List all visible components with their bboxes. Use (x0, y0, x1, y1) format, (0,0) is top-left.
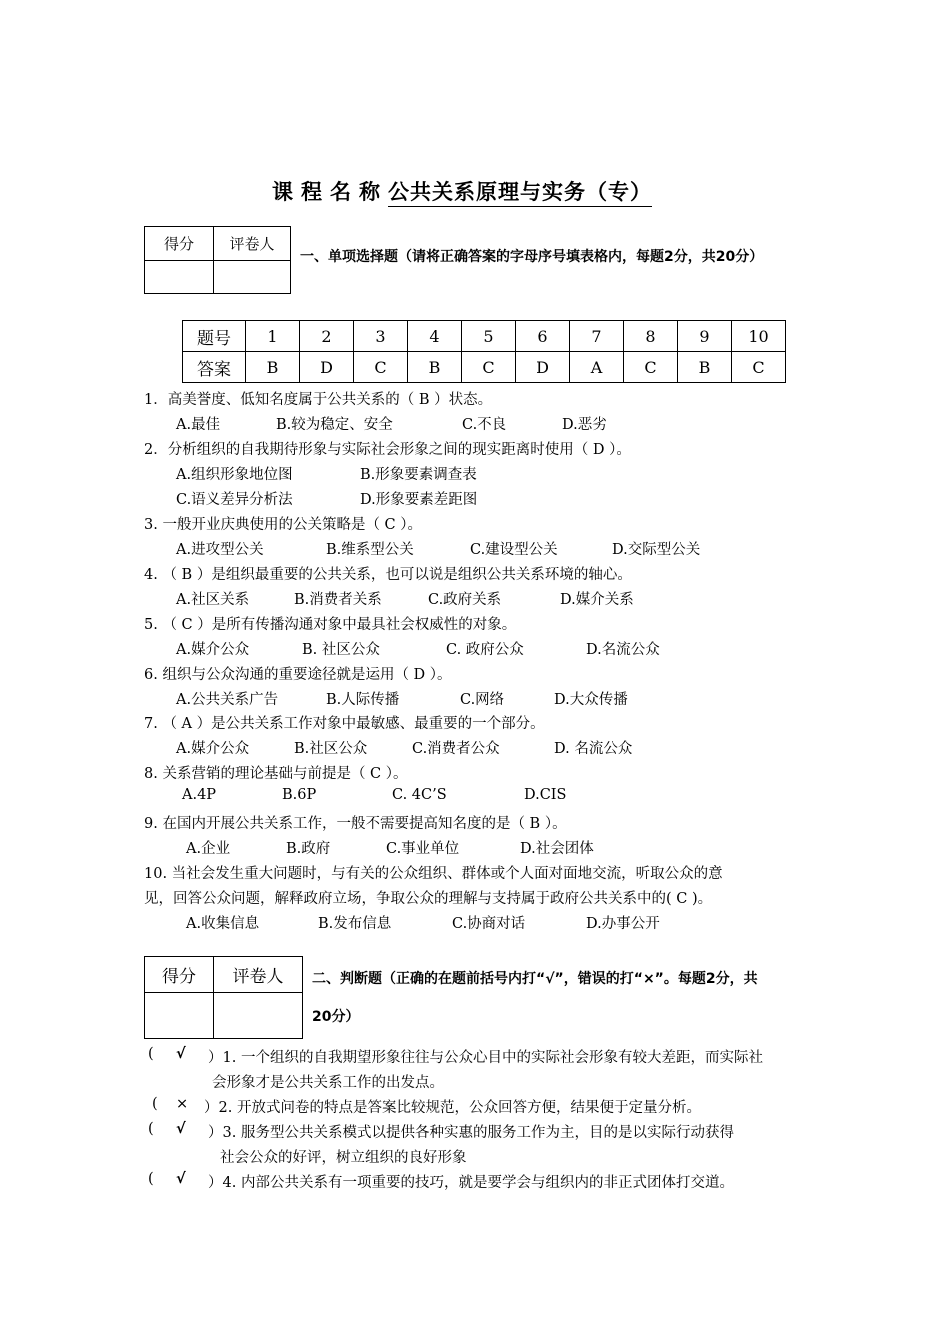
question-stem: 10. 当社会发生重大问题时，与有关的公众组织、群体或个人面对面地交流，听取公众的意 (144, 866, 723, 882)
judgement-bracket: ( (148, 1171, 154, 1187)
table-row (183, 321, 786, 352)
answer-cell[interactable]: B (408, 352, 462, 383)
question-stem: 8. 关系营销的理论基础与前提是（ C ）。 (144, 766, 408, 782)
option: D. 名流公众 (554, 741, 633, 757)
question-stem-continued: 见，回答公众问题，解释政府立场，争取公众的理解与支持属于政府公共关系中的( C )。 (144, 891, 713, 907)
judgement-text: ）4. 内部公共关系有一项重要的技巧，就是要学会与组织内的非正式团体打交道。 (208, 1175, 734, 1191)
option: A.进攻型公关 (176, 542, 264, 558)
option: B.政府 (286, 841, 331, 857)
judgement-text: ）3. 服务型公共关系模式以提供各种实惠的服务工作为主，目的是以实际行动获得 (208, 1125, 734, 1141)
option: D.交际型公关 (612, 542, 701, 558)
option: A.企业 (186, 841, 231, 857)
score-label: 得分 (145, 957, 214, 993)
number-cell: 10 (732, 321, 786, 352)
option: D.名流公众 (586, 642, 660, 658)
section2-heading: 二、判断题（正确的在题前括号内打“√”，错误的打“×”。每题2分，共 (312, 971, 758, 987)
option: D.CIS (524, 787, 567, 803)
score-box-1 (144, 226, 291, 294)
option: B.维系型公关 (326, 542, 414, 558)
option: B.较为稳定、安全 (276, 417, 393, 433)
answer-cell[interactable]: D (516, 352, 570, 383)
option: C. 政府公众 (446, 642, 524, 658)
judgement-mark[interactable]: × (176, 1096, 189, 1112)
answer-cell[interactable]: B (246, 352, 300, 383)
answer-cell[interactable]: D (300, 352, 354, 383)
judgement-bracket: ( (152, 1096, 158, 1112)
option: D.媒介关系 (560, 592, 634, 608)
option: D.恶劣 (562, 417, 607, 433)
judgement-text-continued: 社会公众的好评，树立组织的良好形象 (220, 1150, 467, 1166)
option: D.社会团体 (520, 841, 594, 857)
number-cell: 2 (300, 321, 354, 352)
answer-cell[interactable]: A (570, 352, 624, 383)
judgement-mark[interactable]: √ (176, 1121, 186, 1137)
answer-table (182, 320, 786, 383)
number-cell: 7 (570, 321, 624, 352)
answer-cell[interactable]: B (678, 352, 732, 383)
option: A.社区关系 (176, 592, 250, 608)
option: D.办事公开 (586, 916, 660, 932)
question-stem: 2．分析组织的自我期待形象与实际社会形象之间的现实距离时使用（ D ）。 (144, 442, 631, 458)
option: C.事业单位 (386, 841, 460, 857)
question-stem: 5. （ C ）是所有传播沟通对象中最具社会权威性的对象。 (144, 617, 517, 633)
number-cell: 5 (462, 321, 516, 352)
title-prefix: 课程名称 (272, 180, 388, 204)
answer-cell[interactable]: C (354, 352, 408, 383)
option: B.人际传播 (326, 692, 400, 708)
number-cell: 3 (354, 321, 408, 352)
judgement-bracket: ( (148, 1046, 154, 1062)
option: D.大众传播 (554, 692, 628, 708)
grader-cell[interactable] (214, 993, 303, 1039)
option: C.消费者公众 (412, 741, 500, 757)
option: B.形象要素调查表 (360, 467, 477, 483)
judgement-text-continued: 会形象才是公共关系工作的出发点。 (212, 1075, 444, 1091)
option: A.媒介公众 (176, 741, 250, 757)
section1-heading: 一、单项选择题（请将正确答案的字母序号填表格内，每题2分，共20分） (300, 249, 764, 265)
table-row (183, 352, 786, 383)
option: B. 社区公众 (302, 642, 380, 658)
option: A.公共关系广告 (176, 692, 279, 708)
judgement-text: ）2. 开放式问卷的特点是答案比较规范，公众回答方便，结果便于定量分析。 (204, 1100, 701, 1116)
grader-label: 评卷人 (214, 957, 303, 993)
option: C.建设型公关 (470, 542, 558, 558)
option: B.社区公众 (294, 741, 368, 757)
option: B.消费者关系 (294, 592, 382, 608)
option: C.政府关系 (428, 592, 502, 608)
question-stem: 4. （ B ）是组织最重要的公共关系，也可以说是组织公共关系环境的轴心。 (144, 567, 632, 583)
grader-label: 评卷人 (214, 227, 291, 261)
course-name: 公共关系原理与实务（专） (388, 180, 652, 207)
question-stem: 1．高美誉度、低知名度属于公共关系的（ B ）状态。 (144, 392, 493, 408)
score-cell[interactable] (145, 993, 214, 1039)
question-stem: 6. 组织与公众沟通的重要途径就是运用（ D ）。 (144, 667, 452, 683)
answer-cell[interactable]: C (624, 352, 678, 383)
option: B.发布信息 (318, 916, 392, 932)
question-stem: 9. 在国内开展公共关系工作，一般不需要提高知名度的是（ B ）。 (144, 816, 567, 832)
answer-cell[interactable]: C (462, 352, 516, 383)
number-cell: 4 (408, 321, 462, 352)
option: A.组织形象地位图 (176, 467, 293, 483)
option: C. 4C’S (392, 787, 447, 803)
judgement-mark[interactable]: √ (176, 1046, 186, 1062)
score-label: 得分 (145, 227, 214, 261)
score-cell[interactable] (145, 261, 214, 294)
question-stem: 7. （ A ）是公共关系工作对象中最敏感、最重要的一个部分。 (144, 716, 545, 732)
row-label-number: 题号 (183, 321, 246, 352)
option: D.形象要素差距图 (360, 492, 478, 508)
page-title (272, 176, 652, 206)
section2-heading-continued: 20分） (312, 1009, 360, 1025)
option: C.网络 (460, 692, 505, 708)
judgement-text: ）1. 一个组织的自我期望形象往往与公众心目中的实际社会形象有较大差距，而实际社 (208, 1050, 763, 1066)
option: C.协商对话 (452, 916, 526, 932)
grader-cell[interactable] (214, 261, 291, 294)
option: A.收集信息 (186, 916, 260, 932)
option: A.最佳 (176, 417, 221, 433)
option: B.6P (282, 787, 317, 803)
option: C.不良 (462, 417, 507, 433)
answer-cell[interactable]: C (732, 352, 786, 383)
option: A.媒介公众 (176, 642, 250, 658)
question-stem: 3. 一般开业庆典使用的公关策略是（ C ）。 (144, 517, 423, 533)
number-cell: 8 (624, 321, 678, 352)
option: A.4P (182, 787, 217, 803)
judgement-mark[interactable]: √ (176, 1171, 186, 1187)
number-cell: 9 (678, 321, 732, 352)
number-cell: 1 (246, 321, 300, 352)
option: C.语义差异分析法 (176, 492, 293, 508)
number-cell: 6 (516, 321, 570, 352)
row-label-answer: 答案 (183, 352, 246, 383)
judgement-bracket: ( (148, 1121, 154, 1137)
score-box-2 (144, 956, 303, 1039)
